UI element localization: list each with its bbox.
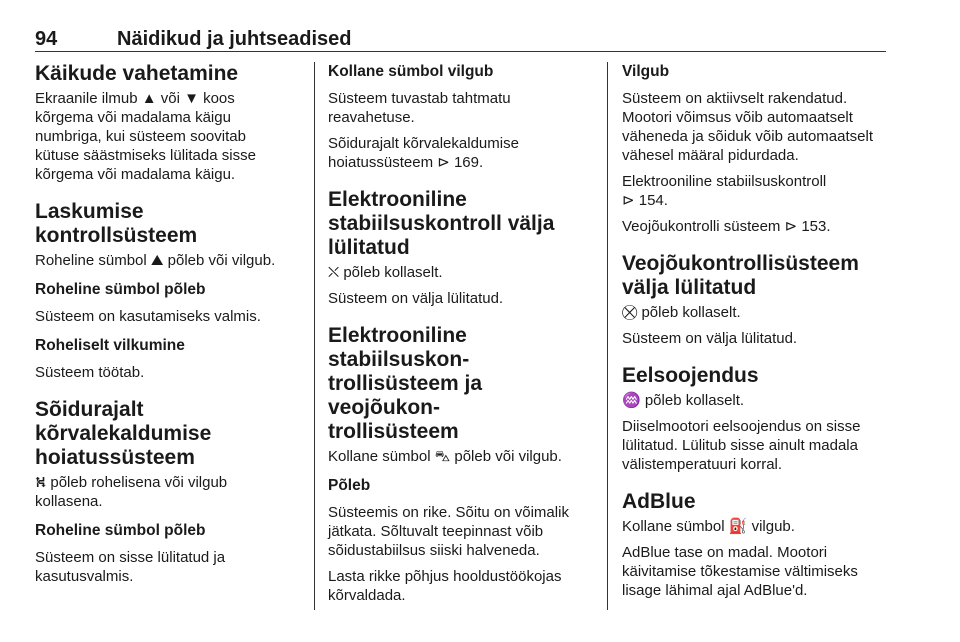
heading-descent-control: Laskumise kontrollsüsteem [35, 200, 198, 247]
text-green-on: Süsteem on kasutamiseks valmis. [35, 308, 261, 325]
text-preheating: Diiselmootori eelsoojendus on sisse lülitatud. Lülitub sisse ainult madala välistemperatuuri korral. [622, 418, 861, 473]
column-divider-1 [314, 62, 315, 610]
column-2 [328, 62, 593, 605]
text-blink-esc-ref: Elektrooniline stabiilsuskontroll ⊳ 154. [622, 173, 827, 209]
text-yellow-blink-ref: Sõidurajalt kõrvalekaldumise hoiatussüsteem ⊳ 169. [328, 135, 519, 171]
text-esc-tc: Kollane sümbol ⛍ põleb või vilgub. [328, 448, 562, 465]
heading-green-blink: Roheliselt vilkumine [35, 337, 185, 354]
text-adblue: AdBlue tase on madal. Mootori käivitamise tõkestamise vältimiseks lisage lähimal ajal AdBlue'd. [622, 544, 858, 599]
text-gear-shift: Ekraanile ilmub ▲ või ▼ koos kõrgema või madalama käigu numbriga, kui süsteem soovitab kütuse säästmiseks lülitada sisse kõrgema või madalama käigu. [35, 90, 256, 183]
text-descent-control: Roheline sümbol ⛰ põleb või vilgub. [35, 252, 276, 269]
column-1 [35, 62, 300, 586]
heading-tc-off: Veojõukontrollisüsteem välja lülitatud [622, 252, 859, 299]
text-on-fix: Lasta rikke põhjus hooldustöökojas kõrvaldada. [328, 568, 562, 604]
page-header [35, 28, 885, 50]
heading-gear-shift: Käikude vahetamine [35, 62, 239, 85]
text-lane-green-on: Süsteem on sisse lülitatud ja kasutusvalmis. [35, 549, 226, 585]
heading-preheating: Eelsoojendus [622, 364, 759, 387]
heading-esc-tc: Elektrooniline stabiilsuskon- trollisüsteem ja veojõukon- trollisüsteem [328, 324, 483, 443]
heading-esc-off: Elektrooniline stabiilsuskontroll välja lülitatud [328, 188, 555, 259]
text-lane-departure: ⛕ põleb rohelisena või vilgub kollasena. [35, 474, 228, 510]
heading-lane-green-on: Roheline sümbol põleb [35, 522, 206, 539]
heading-yellow-blink: Kollane sümbol vilgub [328, 63, 494, 80]
header-divider [35, 51, 886, 52]
text-yellow-blink: Süsteem tuvastab tahtmatu reavahetuse. [328, 90, 511, 126]
text-green-blink: Süsteem töötab. [35, 364, 145, 381]
page-number: 94 [35, 28, 58, 50]
text-adblue-symbol: Kollane sümbol ⛽ vilgub. [622, 518, 795, 535]
text-preheating-symbol: ♒ põleb kollaselt. [622, 392, 745, 409]
text-esc-off-symbol: ⛌ põleb kollaselt. [328, 264, 443, 281]
text-blink-tc-ref: Veojõukontrolli süsteem ⊳ 153. [622, 218, 831, 235]
heading-lane-departure: Sõidurajalt kõrvalekaldumise hoiatussüsteem [35, 398, 212, 469]
heading-blink: Vilgub [622, 63, 670, 80]
heading-on: Põleb [328, 477, 371, 494]
column-3 [622, 62, 887, 600]
text-esc-off: Süsteem on välja lülitatud. [328, 290, 504, 307]
text-tc-off: Süsteem on välja lülitatud. [622, 330, 798, 347]
heading-adblue: AdBlue [622, 490, 696, 513]
text-tc-off-symbol: ⛒ põleb kollaselt. [622, 304, 741, 321]
heading-green-on: Roheline sümbol põleb [35, 281, 206, 298]
chapter-title: Näidikud ja juhtseadised [117, 28, 352, 50]
text-on: Süsteemis on rike. Sõitu on võimalik jätkata. Sõltuvalt teepinnast võib sõidustabiilsus siiski halveneda. [328, 504, 569, 559]
text-blink: Süsteem on aktiivselt rakendatud. Mootori võimsus võib automaatselt väheneda ja sõiduk võib automaatselt vähesel määral pidurdada. [622, 90, 874, 164]
column-divider-2 [607, 62, 608, 610]
